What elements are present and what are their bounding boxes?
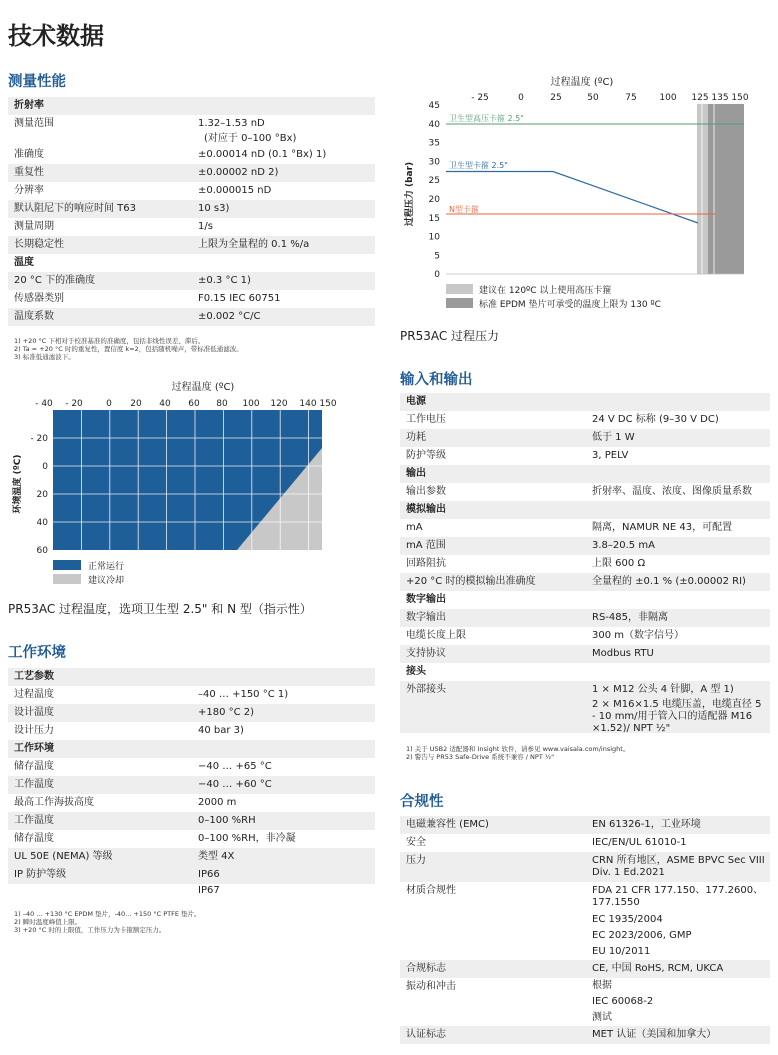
- row-label: 压力: [406, 855, 426, 866]
- chart2-x-tick: 0: [518, 93, 524, 103]
- epdm-limit-band: [708, 104, 744, 274]
- table-row: [400, 537, 770, 555]
- row-value: 低于 1 W: [592, 432, 635, 443]
- row-value: RS-485，非隔离: [592, 612, 668, 623]
- row-label: IP 防护等级: [14, 869, 67, 880]
- chart1-x-tick: 100: [242, 399, 260, 409]
- row-value: MET 认证（美国和加拿大）: [592, 1029, 717, 1040]
- section-title-io: 输入和输出: [400, 372, 473, 388]
- table-row: [8, 722, 375, 740]
- row-label: 回路阻抗: [406, 558, 446, 569]
- row-value: 2 × M16×1.5 电缆压盖，电缆直径 5 - 10 mm/用于管入口的适配器 M16 ×1.52)/ NPT ½": [592, 699, 762, 734]
- table-row: [400, 882, 770, 912]
- table-row: [8, 132, 375, 146]
- table-row: [8, 218, 375, 236]
- chart2-y-tick: 35: [428, 138, 440, 149]
- table-row: [8, 704, 375, 722]
- chart1-x-tick: 140: [299, 399, 317, 409]
- chart1-ylabel: 环境温度 (ºC): [13, 454, 23, 514]
- row-label: 过程温度: [14, 689, 54, 700]
- chart2-x-tick: 150: [731, 93, 749, 103]
- chart1-x-tick: - 20: [65, 399, 83, 409]
- table-row: [400, 609, 770, 627]
- row-label: 电磁兼容性 (EMC): [406, 819, 489, 830]
- table-row: [400, 645, 770, 663]
- row-label: +20 °C 时的模拟输出准确度: [406, 576, 536, 587]
- chart1-y-tick: 20: [36, 490, 48, 500]
- row-value: F0.15 IEC 60751: [198, 293, 281, 304]
- row-label: 默认阻尼下的响应时间 T63: [14, 203, 137, 214]
- table-row: [8, 776, 375, 794]
- row-label: 20 °C 下的准确度: [14, 275, 96, 286]
- row-label: 工作温度: [14, 779, 54, 790]
- table-row: [8, 758, 375, 776]
- row-label: 工作环境: [14, 743, 54, 754]
- row-label: 工作电压: [406, 414, 446, 425]
- row-value: ±0.3 °C 1): [198, 275, 251, 286]
- table-row: [8, 236, 375, 254]
- table-row: [8, 272, 375, 290]
- row-label: 输出: [406, 468, 426, 479]
- table-row: [8, 182, 375, 200]
- row-label: 振动和冲击: [406, 981, 456, 992]
- row-value: −40 … +65 °C: [198, 761, 272, 772]
- row-label: 防护等级: [406, 450, 446, 461]
- chart1-x-tick: - 40: [35, 399, 53, 409]
- table-section-header: [400, 393, 770, 411]
- row-label: 接头: [406, 666, 426, 677]
- high-pressure-recommended-band: [697, 104, 708, 274]
- row-label: 工作温度: [14, 815, 54, 826]
- chart1-y-tick: 40: [36, 518, 48, 528]
- legend-swatch-cooling: [53, 574, 81, 584]
- row-label: 测量周期: [14, 221, 54, 232]
- table-row: [8, 164, 375, 182]
- row-label: 温度: [14, 257, 34, 268]
- section-title-env: 工作环境: [8, 645, 66, 661]
- row-value: CRN 所有地区，ASME BPVC Sec VIII Div. 1 Ed.2021: [592, 855, 765, 878]
- row-label: 长期稳定性: [14, 239, 64, 250]
- table-row: [400, 429, 770, 447]
- row-value: 0–100 %RH: [198, 815, 256, 826]
- chart1-x-tick: 150: [319, 399, 337, 409]
- table-row: [400, 960, 770, 978]
- row-value: 40 bar 3): [198, 725, 244, 736]
- row-value: CE, 中国 RoHS, RCM, UKCA: [592, 963, 724, 974]
- footnote: 1) +20 °C 下相对于校准基准的准确度，包括非线性误差、滞后。: [14, 337, 205, 345]
- row-label: 最高工作海拔高度: [14, 797, 94, 808]
- chart2-xlabel: 过程温度 (ºC): [550, 77, 614, 88]
- table-row: [8, 115, 375, 132]
- legend-swatch-epdm: [446, 298, 473, 308]
- chart2-caption: PR53AC 过程压力: [400, 329, 500, 343]
- footnote: 2) 瞬时温度峰值上限。: [14, 918, 82, 926]
- table-row: [8, 812, 375, 830]
- row-value: 根据: [592, 980, 612, 991]
- chart2-ylabel: 过程压力 (bar): [405, 161, 415, 227]
- row-value: 上限为全量程的 0.1 %/a: [198, 239, 310, 250]
- row-label: 分辨率: [14, 185, 44, 196]
- table-row: [400, 627, 770, 645]
- chart1-caption: PR53AC 过程温度，选项卫生型 2.5" 和 N 型（指示性）: [8, 602, 312, 616]
- row-value: 折射率、温度、浓度、图像质量系数: [592, 486, 752, 497]
- row-value: +180 °C 2): [198, 707, 255, 718]
- table-row: [400, 912, 770, 928]
- row-label: 输出参数: [406, 486, 446, 497]
- row-value: ±0.000015 nD: [198, 185, 272, 196]
- row-value: 1.32–1.53 nD: [198, 118, 265, 129]
- row-label: 认证标志: [406, 1029, 446, 1040]
- row-label: 设计温度: [14, 707, 54, 718]
- table-row: [8, 794, 375, 812]
- row-label: 安全: [406, 837, 426, 848]
- table-row: [8, 866, 375, 884]
- footnote: 2) 警告与 PR53 Safe-Drive 系统不兼容 / NPT ½": [406, 753, 555, 761]
- table-row: [400, 483, 770, 501]
- row-label: UL 50E (NEMA) 等级: [14, 851, 113, 862]
- table-row: [8, 884, 375, 898]
- label-high-pressure-clamp: 卫生型高压卡箍 2.5": [449, 114, 524, 123]
- row-value: 全量程的 ±0.1 % (±0.00002 RI): [592, 576, 746, 587]
- chart2-y-tick: 45: [428, 101, 440, 111]
- row-label: 设计压力: [14, 725, 54, 736]
- footnote: 1) 关于 USB2 适配器和 Insight 软件，请参见 www.vaisala.com/insight。: [406, 745, 630, 753]
- row-label: 折射率: [14, 100, 44, 111]
- row-label: 功耗: [406, 432, 426, 443]
- chart2-x-tick: 135: [711, 93, 729, 103]
- chart2-x-tick: 75: [625, 93, 637, 103]
- row-value: IEC/EN/UL 61010-1: [592, 837, 687, 848]
- chart2-y-tick: 5: [434, 251, 440, 262]
- footnote: 1) –40 ... +130 °C EPDM 垫片，-40... +150 °C PTFE 垫片。: [14, 910, 201, 918]
- chart2-y-tick: 25: [428, 176, 440, 187]
- table-row: [400, 519, 770, 537]
- table-row: [400, 834, 770, 852]
- chart2-x-tick: 100: [659, 93, 677, 103]
- footnote: 2) Ta = +20 °C 时的重复性，置信度 k=2，包括随机噪声，带标准低通滤波。: [14, 345, 243, 353]
- row-value: 2000 m: [198, 797, 237, 808]
- row-value: 10 s3): [198, 203, 230, 214]
- row-value: 1 × M12 公头 4 针脚，A 型 1): [592, 684, 734, 695]
- table-section-header: [8, 668, 375, 686]
- line-sanitary-clamp: [446, 172, 698, 224]
- row-value: FDA 21 CFR 177.150、177.2600、177.1550: [592, 885, 764, 908]
- row-label: 数字输出: [406, 594, 446, 605]
- table-section-header: [400, 465, 770, 483]
- row-label: 储存温度: [14, 761, 54, 772]
- row-value: 24 V DC 标称 (9–30 V DC): [592, 414, 719, 425]
- row-value: 3, PELV: [592, 450, 629, 461]
- table-row: [8, 308, 375, 326]
- row-label: 重复性: [14, 167, 44, 178]
- row-value: −40 … +60 °C: [198, 779, 272, 790]
- table-row: [400, 1026, 770, 1044]
- table-section-header: [400, 663, 770, 681]
- row-label: 测量范围: [14, 118, 54, 129]
- page-title: 技术数据: [8, 22, 104, 50]
- chart1-x-tick: 60: [188, 399, 200, 409]
- legend-swatch-high-pressure: [446, 284, 473, 294]
- chart2-y-tick: 40: [428, 119, 440, 130]
- row-value: ±0.00014 nD (0.1 °Bx) 1): [198, 149, 327, 160]
- chart1-xlabel: 过程温度 (ºC): [171, 382, 235, 393]
- row-label: 电缆长度上限: [406, 630, 466, 641]
- table-section-header: [8, 254, 375, 272]
- row-label: 传感器类别: [14, 293, 64, 304]
- legend-label-epdm: 标准 EPDM 垫片可承受的温度上限为 130 ºC: [479, 300, 661, 310]
- chart2-x-tick: - 25: [471, 93, 489, 103]
- io-footnotes: [406, 745, 629, 761]
- label-sanitary-clamp: 卫生型卡箍 2.5": [449, 161, 508, 170]
- row-label: 支持协议: [406, 648, 446, 659]
- row-label: 外部接头: [406, 684, 446, 695]
- table-row: [8, 290, 375, 308]
- chart1-y-tick: - 20: [30, 434, 48, 444]
- table-section-header: [400, 591, 770, 609]
- chart1-x-tick: 0: [106, 399, 112, 409]
- table-row: [400, 555, 770, 573]
- row-value: (对应于 0–100 °Bx): [204, 133, 297, 144]
- table-row: [8, 848, 375, 866]
- section-title-compliance: 合规性: [400, 794, 444, 810]
- table-row: [400, 573, 770, 591]
- chart1-y-tick: 0: [42, 462, 48, 472]
- chart2-y-tick: 10: [428, 232, 440, 243]
- chart1-x-tick: 120: [270, 399, 288, 409]
- chart1-x-tick: 80: [216, 399, 228, 409]
- row-label: 材质合规性: [406, 885, 456, 896]
- legend-label-normal: 正常运行: [88, 562, 125, 572]
- process-pressure-chart: [400, 72, 770, 317]
- row-value: 类型 4X: [198, 851, 235, 862]
- row-label: mA 范围: [406, 540, 446, 551]
- table-row: [400, 978, 770, 994]
- row-label: 模拟输出: [406, 504, 446, 515]
- chart2-y-tick: 15: [428, 213, 440, 224]
- row-label: 储存温度: [14, 833, 54, 844]
- legend-label-high-pressure: 建议在 120ºC 以上使用高压卡箍: [479, 286, 612, 296]
- table-row: [400, 816, 770, 834]
- table-section-header: [8, 740, 375, 758]
- table-row: [8, 686, 375, 704]
- footnote: 3) 标准低通滤波下。: [14, 353, 75, 361]
- footnote: 3) +20 °C 时的上限值，工作压力为卡箍额定压力。: [14, 926, 166, 934]
- table-row: [400, 852, 770, 882]
- chart1-y-tick: 60: [36, 546, 48, 556]
- row-value: EC 1935/2004: [592, 914, 663, 925]
- table-section-header: [8, 97, 375, 115]
- table-section-header: [400, 501, 770, 519]
- measure-footnotes: [14, 337, 243, 361]
- row-value: 测试: [592, 1012, 612, 1023]
- row-value: 1/s: [198, 221, 213, 232]
- row-label: 准确度: [14, 149, 44, 160]
- table-row: [400, 928, 770, 944]
- row-value: IEC 60068-2: [592, 996, 654, 1007]
- env-footnotes: [14, 910, 201, 934]
- row-value: 300 m（数字信号）: [592, 630, 685, 641]
- row-label: 温度系数: [14, 311, 54, 322]
- table-row: [8, 830, 375, 848]
- label-n-clamp: N型卡箍: [449, 205, 479, 214]
- row-label: 数字输出: [406, 612, 446, 623]
- row-value: EC 2023/2006, GMP: [592, 930, 692, 941]
- table-row: [400, 681, 770, 733]
- table-row: [8, 146, 375, 164]
- row-value: ±0.00002 nD 2): [198, 167, 279, 178]
- row-value: 隔离，NAMUR NE 43，可配置: [592, 522, 733, 533]
- chart2-y-tick: 30: [428, 157, 440, 168]
- row-value: 3.8–20.5 mA: [592, 540, 655, 551]
- row-label: mA: [406, 522, 423, 533]
- chart1-x-tick: 40: [159, 399, 171, 409]
- chart2-x-tick: 125: [691, 93, 709, 103]
- table-row: [400, 447, 770, 465]
- row-label: 工艺参数: [14, 671, 54, 682]
- chart2-y-tick: 20: [428, 195, 440, 205]
- chart1-x-tick: 20: [130, 399, 142, 409]
- table-row: [8, 200, 375, 218]
- row-label: 合规标志: [406, 963, 446, 974]
- legend-swatch-normal: [53, 560, 81, 570]
- row-value: IP67: [198, 885, 220, 896]
- section-title-measure: 测量性能: [8, 74, 66, 90]
- row-value: –40 … +150 °C 1): [198, 689, 289, 700]
- table-row: [400, 1010, 770, 1026]
- table-row: [400, 411, 770, 429]
- row-value: Modbus RTU: [592, 648, 654, 659]
- row-value: EN 61326-1，工业环境: [592, 819, 701, 830]
- row-value: 0–100 %RH，非冷凝: [198, 833, 296, 844]
- legend-label-cooling: 建议冷却: [88, 576, 125, 586]
- row-value: EU 10/2011: [592, 946, 651, 957]
- table-row: [400, 944, 770, 960]
- row-value: 上限 600 Ω: [592, 558, 646, 569]
- row-value: ±0.002 °C/C: [198, 311, 261, 322]
- process-temperature-chart: [8, 378, 378, 593]
- chart2-y-tick: 0: [434, 270, 440, 281]
- row-label: 电源: [406, 396, 426, 407]
- table-row: [400, 994, 770, 1010]
- chart2-x-tick: 25: [550, 93, 562, 103]
- chart2-x-tick: 50: [587, 93, 599, 103]
- row-value: IP66: [198, 869, 220, 880]
